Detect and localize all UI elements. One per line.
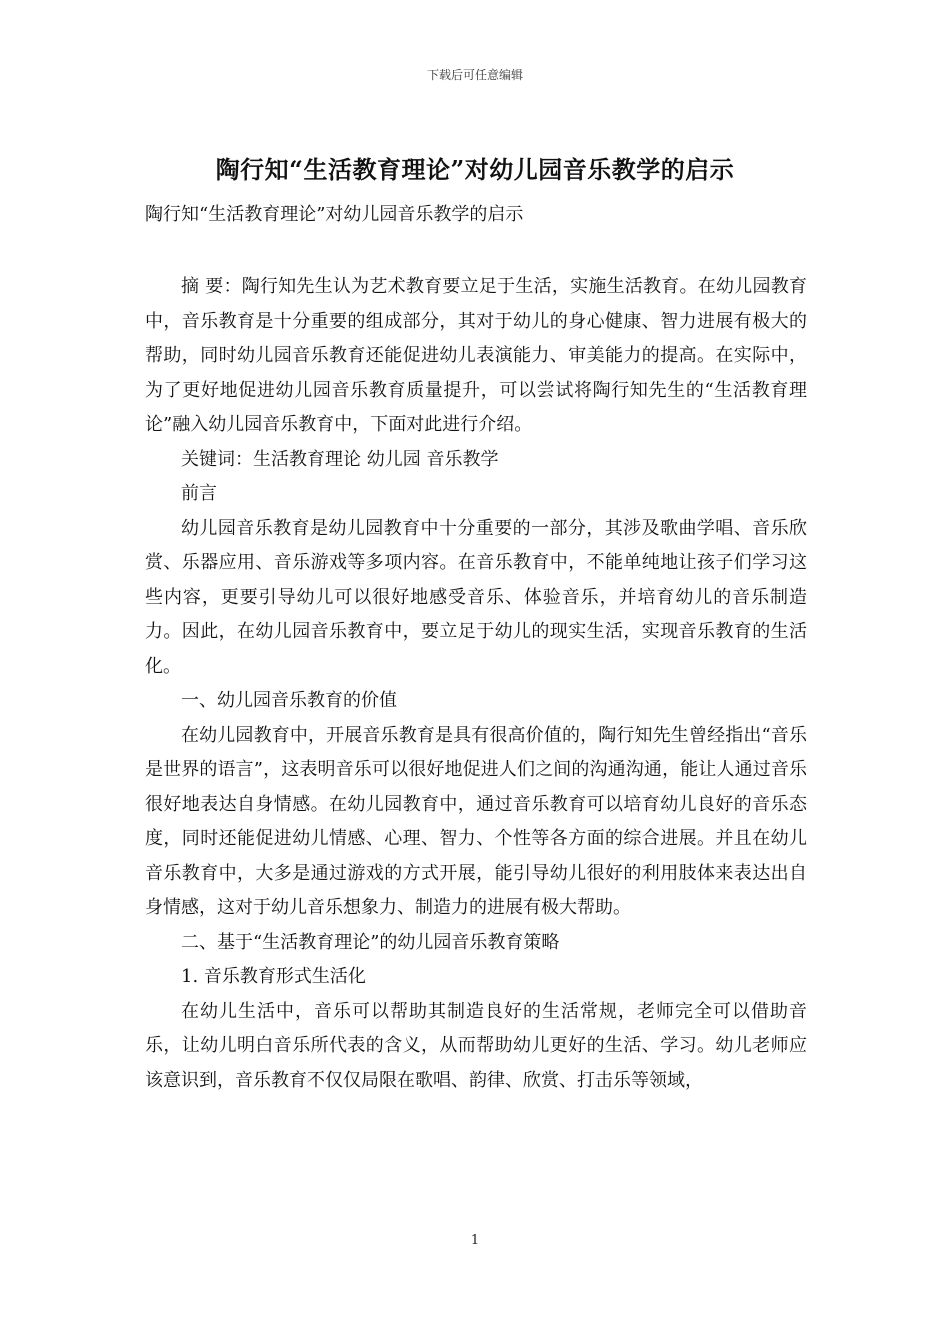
- subsection-heading: 1. 音乐教育形式生活化: [181, 966, 366, 987]
- section-heading: 二、基于“生活教育理论”的幼儿园音乐教育策略: [181, 931, 560, 953]
- section-heading: 一、幼儿园音乐教育的价值: [181, 690, 397, 711]
- page-number: 1: [470, 1233, 480, 1248]
- abstract-paragraph: 摘 要：陶行知先生认为艺术教育要立足于生活，实施生活教育。在幼儿园教育中，音乐教育是十分重要的组成部分，其对于幼儿的身心健康、智力进展有极大的帮助，同时幼儿园音乐教育还能促进幼儿表演能力、审美能力的提高。在实际中，为了更好地促进幼儿园音乐教育质量提升，可以尝试将陶行知先生的“生活教育理论”融入幼儿园音乐教育中，下面对此进行介绍。: [145, 276, 807, 435]
- page-header: 下载后可任意编辑: [426, 68, 523, 82]
- preface-heading: 前言: [181, 483, 217, 504]
- document-subtitle: 陶行知“生活教育理论”对幼儿园音乐教学的启示: [145, 204, 524, 225]
- body-paragraph: 幼儿园音乐教育是幼儿园教育中十分重要的一部分，其涉及歌曲学唱、音乐欣赏、乐器应用、音乐游戏等多项内容。在音乐教育中，不能单纯地让孩子们学习这些内容，更要引导幼儿可以很好地感受音乐、体验音乐，并培育幼儿的音乐制造力。因此，在幼儿园音乐教育中，要立足于幼儿的现实生活，实现音乐教育的生活化。: [145, 517, 807, 677]
- keywords-paragraph: 关键词：生活教育理论 幼儿园 音乐教学: [181, 448, 499, 470]
- body-paragraph: 在幼儿园教育中，开展音乐教育是具有很高价值的，陶行知先生曾经指出“音乐是世界的语言”，这表明音乐可以很好地促进人们之间的沟通沟通，能让人通过音乐很好地表达自身情感。在幼儿园教育中，通过音乐教育可以培育幼儿良好的音乐态度，同时还能促进幼儿情感、心理、智力、个性等各方面的综合进展。并且在幼儿音乐教育中，大多是通过游戏的方式开展，能引导幼儿很好的利用肢体来表达出自身情感，这对于幼儿音乐想象力、制造力的进展有极大帮助。: [145, 724, 807, 918]
- document-title: 陶行知“生活教育理论”对幼儿园音乐教学的启示: [215, 155, 735, 184]
- body-paragraph: 在幼儿生活中，音乐可以帮助其制造良好的生活常规，老师完全可以借助音乐，让幼儿明白音乐所代表的含义，从而帮助幼儿更好的生活、学习。幼儿老师应该意识到，音乐教育不仅仅局限在歌唱、韵律、欣赏、打击乐等领域，: [145, 1000, 807, 1091]
- document-body: [145, 270, 807, 1098]
